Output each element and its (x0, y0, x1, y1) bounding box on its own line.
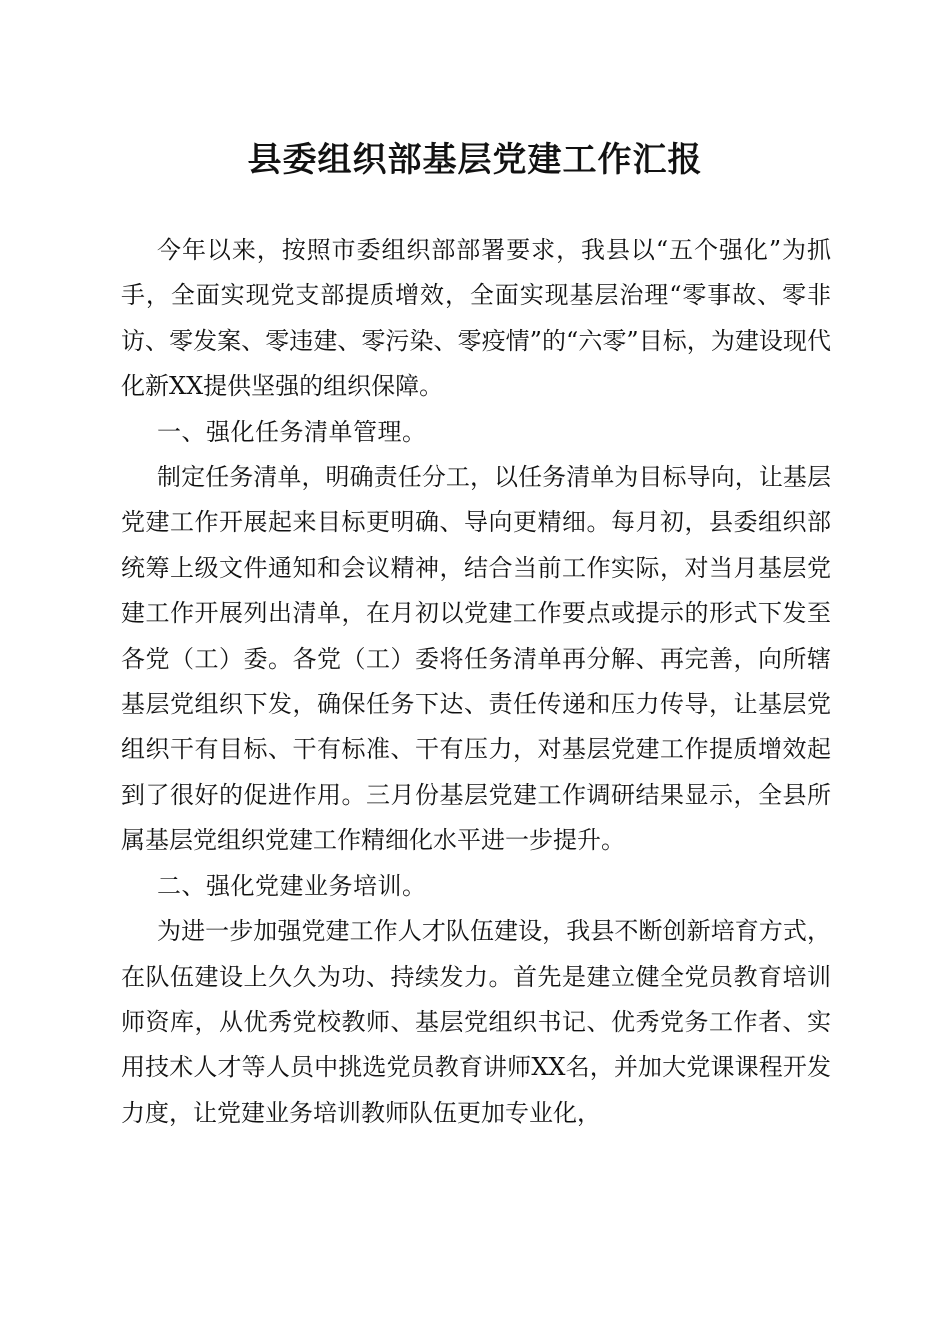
document-body (121, 228, 831, 1136)
section-1-paragraph: 制定任务清单，明确责任分工，以任务清单为目标导向，让基层党建工作开展起来目标更明确、导向更精细。每月初，县委组织部统筹上级文件通知和会议精神，结合当前工作实际，对当月基层党建工作开展列出清单，在月初以党建工作要点或提示的形式下发至各党（工）委。各党（工）委将任务清单再分解、再完善，向所辖基层党组织下发，确保任务下达、责任传递和压力传导，让基层党组织干有目标、干有标准、干有压力，对基层党建工作提质增效起到了很好的促进作用。三月份基层党建工作调研结果显示，全县所属基层党组织党建工作精细化水平进一步提升。 (121, 463, 831, 855)
intro-paragraph: 今年以来，按照市委组织部部署要求，我县以“五个强化”为抓手，全面实现党支部提质增效，全面实现基层治理“零事故、零非访、零发案、零违建、零污染、零疫情”的“六零”目标，为建设现代化新XX提供坚强的组织保障。 (121, 236, 831, 401)
section-heading-1: 一、强化任务清单管理。 (157, 417, 427, 446)
document-title: 县委组织部基层党建工作汇报 (247, 140, 703, 180)
section-heading-2: 二、强化党建业务培训。 (157, 871, 427, 900)
section-2-paragraph: 为进一步加强党建工作人才队伍建设，我县不断创新培育方式，在队伍建设上久久为功、持续发力。首先是建立健全党员教育培训师资库，从优秀党校教师、基层党组织书记、优秀党务工作者、实用技术人才等人员中挑选党员教育讲师XX名，并加大党课课程开发力度，让党建业务培训教师队伍更加专业化， (121, 917, 831, 1127)
